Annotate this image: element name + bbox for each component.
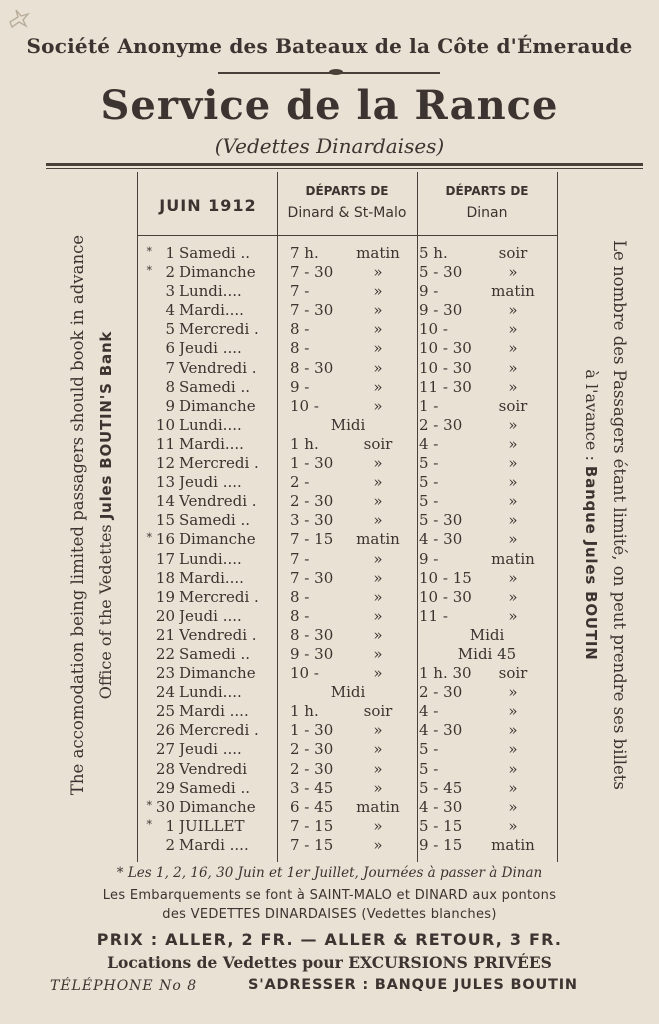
ornament-dot [329,69,343,75]
day-number: 12 [155,454,175,473]
header-departures-dinard-title: DÉPARTS DE [305,184,389,198]
footnote-mark: * [146,531,152,545]
dinard-departure-time: 1 h. [290,434,319,453]
side-note-english-prefix: Office of the Vedettes [96,519,115,700]
dinard-departure: Midi [330,683,366,702]
dinard-departure-period: » [373,282,383,301]
dinan-departure: Midi 45 [457,644,517,663]
dinard-departure-time: 6 - 45 [290,797,334,816]
telephone-number: TÉLÉPHONE No 8 [50,978,198,994]
dinan-departure-time: 5 - 15 [419,816,463,835]
dinan-departure-period: » [508,301,518,320]
dinard-departure-time: 9 - 30 [290,644,334,663]
dinan-departure-time: 10 - [419,320,448,339]
dinard-departure-period: » [373,606,383,625]
day-name: Jeudi .... [179,339,242,358]
dinard-departure-time: 8 - [290,339,310,358]
dinard-departure-time: 7 - [290,549,310,568]
dinan-departure-period: » [508,377,518,396]
dinard-departure-time: 10 - [290,664,319,683]
dinard-departure-time: 7 h. [290,244,319,262]
dinard-departure-period: » [373,339,383,358]
dinan-departure-period: » [508,568,518,587]
dinard-departure-time: 7 - 30 [290,301,334,320]
dinan-departure-period: » [508,606,518,625]
dinan-departure-time: 11 - 30 [419,377,472,396]
dinard-departure-period: » [373,549,383,568]
dinard-departure-time: 2 - [290,473,310,492]
header-rule-thin [46,168,643,169]
dinard-departure-time: 7 - 15 [290,530,334,549]
day-number: 3 [165,282,175,301]
dinard-departure: Midi [330,415,366,434]
side-note-french-bank: Banque Jules BOUTIN [582,465,600,661]
header-departures-dinan [418,180,556,224]
header-departures-dinard-place: Dinard & St-Malo [287,205,407,221]
dinan-departure-time: 2 - 30 [419,415,463,434]
dinan-departure-period: » [508,263,518,282]
table-header-rule [137,235,557,236]
day-name: Mardi .... [179,702,249,721]
day-name: Mardi.... [179,568,244,587]
dinan-departure-period: soir [498,244,528,262]
dinard-departure-period: » [373,377,383,396]
table-row [0,550,659,569]
dinan-departure-time: 1 h. 30 [419,664,472,683]
dinan-departure-period: matin [491,835,535,854]
day-name: Lundi.... [179,549,242,568]
dinan-departure-time: 4 - [419,434,439,453]
dinan-departure-time: 4 - [419,702,439,721]
day-number: 16 [155,530,175,549]
dinard-departure-time: 8 - [290,606,310,625]
day-name: JUILLET [179,816,245,835]
day-name: Mardi.... [179,434,244,453]
table-row [0,836,659,855]
day-name: Samedi .. [179,377,251,396]
day-name: Lundi.... [179,282,242,301]
day-number: 25 [155,702,175,721]
dinan-departure-period: » [508,492,518,511]
day-number: 4 [165,301,175,320]
dinan-departure-period: » [508,339,518,358]
day-name: Samedi .. [179,244,251,262]
dinard-departure-time: 7 - 15 [290,816,334,835]
day-name: Jeudi .... [179,606,242,625]
table-row [0,645,659,664]
month-header: JUIN 1912 [159,196,257,215]
dinard-departure-period: » [373,816,383,835]
dinard-departure-period: » [373,664,383,683]
dinan-departure-time: 1 - [419,396,439,415]
day-name: Samedi .. [179,511,251,530]
dinard-departure-period: » [373,511,383,530]
dinan-departure-time: 4 - 30 [419,721,463,740]
private-excursions-line: Locations de Vedettes pour EXCURSIONS PRIVÉES [107,953,552,972]
side-note-english-bank: Jules BOUTIN'S Bank [97,330,115,520]
table-row [0,588,659,607]
dinan-departure-time: 5 - [419,473,439,492]
page-title: Service de la Rance [100,82,559,129]
header-departures-dinard [278,180,416,224]
dinan-departure-period: » [508,415,518,434]
dinard-departure-period: » [373,644,383,663]
day-number: 6 [165,339,175,358]
day-number: 10 [155,415,175,434]
day-name: Lundi.... [179,415,242,434]
header-departures-dinan-title: DÉPARTS DE [445,184,529,198]
day-number: 23 [155,664,175,683]
contact-address: S'ADRESSER : BANQUE JULES BOUTIN [248,977,578,993]
page-subtitle: (Vedettes Dinardaises) [214,134,445,158]
day-name: Dimanche [179,263,256,282]
header-departures-dinan-place: Dinan [466,205,508,221]
day-number: 14 [155,492,175,511]
dinan-departure-period: » [508,816,518,835]
dinan-departure-time: 5 - [419,740,439,759]
dinan-departure-period: » [508,778,518,797]
dinan-departure-time: 9 - [419,549,439,568]
table-row [0,760,659,779]
dinan-departure-period: » [508,358,518,377]
dinard-departure-period: matin [356,244,400,262]
table-row [0,416,659,435]
dinan-departure-period: » [508,454,518,473]
dinard-departure-time: 1 - 30 [290,454,334,473]
dinard-departure-time: 3 - 45 [290,778,334,797]
footnote-mark: * [146,817,152,831]
dinard-departure-period: » [373,358,383,377]
day-name: Samedi .. [179,644,251,663]
dinard-departure-time: 9 - [290,377,310,396]
dinan-departure-time: 5 h. [419,244,448,262]
table-row [0,397,659,416]
day-number: 2 [165,263,175,282]
dinard-departure-time: 8 - [290,587,310,606]
table-row [0,779,659,798]
dinard-departure-period: » [373,492,383,511]
day-name: Mardi .... [179,835,249,854]
dinard-departure-period: matin [356,797,400,816]
table-row [0,359,659,378]
side-note-french-line1: Le nombre des Passagers étant limité, on peut prendre ses billets [610,240,629,790]
dinan-departure-time: 5 - [419,454,439,473]
day-name: Dimanche [179,530,256,549]
dinan-departure-period: » [508,530,518,549]
day-name: Dimanche [179,664,256,683]
dinan-departure-time: 5 - [419,759,439,778]
day-number: 15 [155,511,175,530]
table-row [0,378,659,397]
table-row [0,569,659,588]
dinan-departure-period: » [508,587,518,606]
side-note-french-prefix: à l'avance : [582,369,601,466]
day-number: 30 [155,797,175,816]
dinan-departure-time: 4 - 30 [419,530,463,549]
table-row [0,702,659,721]
dinard-departure-time: 8 - 30 [290,625,334,644]
day-number: 26 [155,721,175,740]
table-row [0,244,659,263]
dinard-departure-period: soir [363,434,393,453]
table-row [0,454,659,473]
dinan-departure-period: » [508,683,518,702]
table-row [0,511,659,530]
dinard-departure-period: » [373,454,383,473]
day-number: 8 [165,377,175,396]
day-number: 9 [165,396,175,415]
dinard-departure-period: » [373,759,383,778]
dinard-departure-time: 7 - 30 [290,263,334,282]
day-name: Mardi.... [179,301,244,320]
footnote-mark: * [146,798,152,812]
table-row [0,263,659,282]
dinard-departure-time: 8 - 30 [290,358,334,377]
table-row [0,339,659,358]
dinan-departure-period: matin [491,282,535,301]
dinan-departure-time: 5 - [419,492,439,511]
day-number: 1 [165,816,175,835]
dinard-departure-time: 1 - 30 [290,721,334,740]
dinard-departure-period: » [373,320,383,339]
table-row [0,435,659,454]
day-name: Mercredi . [179,320,259,339]
dinan-departure-period: » [508,702,518,721]
dinan-departure-time: 10 - 30 [419,587,472,606]
dinan-departure-time: 9 - 30 [419,301,463,320]
dinan-departure-time: 5 - 45 [419,778,463,797]
dinard-departure-period: matin [356,530,400,549]
bird-stamp-icon [6,6,32,32]
dinan-departure-time: 9 - [419,282,439,301]
dinan-departure-period: » [508,320,518,339]
dinan-departure-time: 4 - 30 [419,797,463,816]
dinard-departure-time: 7 - 15 [290,835,334,854]
day-number: 20 [155,606,175,625]
table-row [0,721,659,740]
day-number: 1 [165,244,175,262]
footnote: * Les 1, 2, 16, 30 Juin et 1er Juillet, Journées à passer à Dinan [116,865,543,881]
company-name: Société Anonyme des Bateaux de la Côte d'Émeraude [26,34,633,58]
table-row [0,798,659,817]
day-number: 18 [155,568,175,587]
day-name: Mercredi . [179,454,259,473]
dinan-departure-period: » [508,434,518,453]
embarkation-note-line2: des VEDETTES DINARDAISES (Vedettes blanches) [162,907,497,922]
day-name: Samedi .. [179,778,251,797]
dinan-departure-time: 5 - 30 [419,263,463,282]
table-row [0,664,659,683]
table-row [0,683,659,702]
dinan-departure-time: 10 - 30 [419,339,472,358]
day-name: Jeudi .... [179,740,242,759]
table-row [0,626,659,645]
dinard-departure-time: 3 - 30 [290,511,334,530]
day-number: 2 [165,835,175,854]
day-number: 27 [155,740,175,759]
dinard-departure-time: 1 h. [290,702,319,721]
dinard-departure-period: » [373,263,383,282]
day-name: Dimanche [179,396,256,415]
dinard-departure-period: » [373,396,383,415]
day-number: 24 [155,683,175,702]
dinan-departure-time: 5 - 30 [419,511,463,530]
table-row [0,492,659,511]
dinan-departure-period: soir [498,396,528,415]
day-name: Vendredi . [179,625,257,644]
dinard-departure-time: 2 - 30 [290,759,334,778]
day-name: Jeudi .... [179,473,242,492]
day-number: 22 [155,644,175,663]
dinard-departure-period: » [373,740,383,759]
day-number: 29 [155,778,175,797]
dinard-departure-time: 7 - 30 [290,568,334,587]
table-row [0,817,659,836]
dinan-departure-period: » [508,511,518,530]
day-name: Vendredi . [179,358,257,377]
side-note-english-line1: The accomodation being limited passagers should book in advance [68,234,87,796]
day-number: 17 [155,549,175,568]
dinard-departure-period: » [373,625,383,644]
day-name: Lundi.... [179,683,242,702]
dinard-departure-period: » [373,721,383,740]
day-number: 21 [155,625,175,644]
timetable-rows [0,244,659,855]
table-row [0,282,659,301]
dinard-departure-period: » [373,587,383,606]
footnote-mark: * [146,245,152,258]
dinan-departure-period: matin [491,549,535,568]
dinan-departure-period: » [508,759,518,778]
dinan-departure-period: » [508,473,518,492]
day-name: Vendredi . [179,492,257,511]
embarkation-note-line1: Les Embarquements se font à SAINT-MALO et DINARD aux pontons [102,888,557,903]
day-number: 13 [155,473,175,492]
dinard-departure-time: 7 - [290,282,310,301]
dinan-departure-time: 11 - [419,606,448,625]
header-rule-thick [46,163,643,166]
table-row [0,607,659,626]
dinard-departure-time: 8 - [290,320,310,339]
day-name: Vendredi [179,759,248,778]
price-line: PRIX : ALLER, 2 FR. — ALLER & RETOUR, 3 FR. [96,930,563,949]
table-row [0,740,659,759]
day-name: Dimanche [179,797,256,816]
dinan-departure-period: » [508,721,518,740]
dinard-departure-time: 2 - 30 [290,740,334,759]
dinard-departure-time: 10 - [290,396,319,415]
dinan-departure-time: 10 - 15 [419,568,472,587]
table-row [0,530,659,549]
table-row [0,320,659,339]
dinard-departure-period: » [373,301,383,320]
dinan-departure-time: 9 - 15 [419,835,463,854]
day-number: 7 [165,358,175,377]
table-row [0,301,659,320]
footnote-mark: * [146,264,152,278]
day-number: 19 [155,587,175,606]
dinard-departure-time: 2 - 30 [290,492,334,511]
dinan-departure-period: » [508,797,518,816]
dinan-departure-period: soir [498,664,528,683]
dinard-departure-period: soir [363,702,393,721]
dinan-departure-period: » [508,740,518,759]
dinan-departure-time: 10 - 30 [419,358,472,377]
dinan-departure: Midi [469,625,505,644]
day-number: 11 [155,434,175,453]
table-row [0,473,659,492]
day-number: 28 [155,759,175,778]
day-name: Mercredi . [179,587,259,606]
dinan-departure-time: 2 - 30 [419,683,463,702]
day-name: Mercredi . [179,721,259,740]
dinard-departure-period: » [373,835,383,854]
dinard-departure-period: » [373,778,383,797]
dinard-departure-period: » [373,568,383,587]
dinard-departure-period: » [373,473,383,492]
day-number: 5 [165,320,175,339]
